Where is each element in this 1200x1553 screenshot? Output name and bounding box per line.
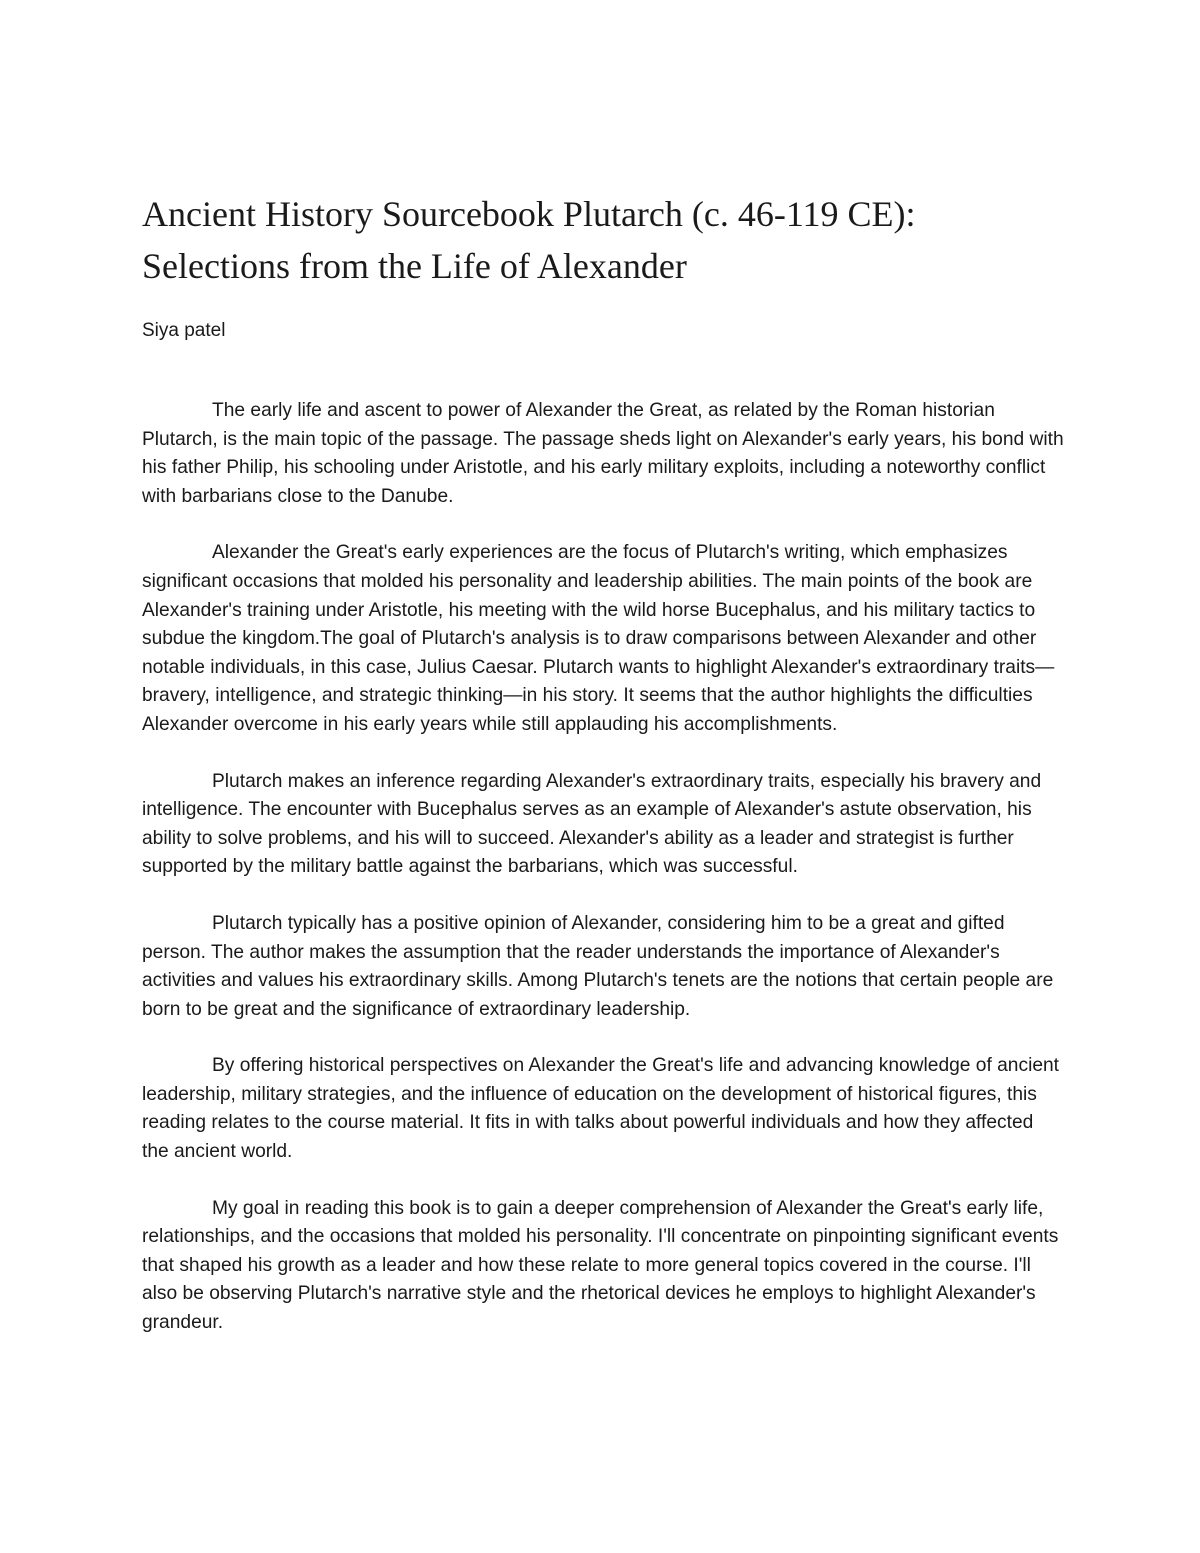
paragraph-3: Plutarch makes an inference regarding Alexander's extraordinary traits, especially his bravery and intelligence. The encounter with Bucephalus serves as an example of Alexander's astute observation, his ability to solve problems, and his will to succeed. Alexander's ability as a leader and strategist is further supported by the military battle against the barbarians, which was successful. [142, 770, 1042, 878]
paragraph-5: By offering historical perspectives on Alexander the Great's life and advancing knowledge of ancient leadership, military strategies, and the influence of education on the development of historical figures, this reading relates to the course material. It fits in with talks about powerful individuals and how they affected the ancient world. [142, 1055, 1060, 1163]
author-name: Siya patel [142, 320, 226, 341]
paragraph-4: Plutarch typically has a positive opinion of Alexander, considering him to be a great and gifted person. The author makes the assumption that the reader understands the importance of Alexander's activities and values his extraordinary skills. Among Plutarch's tenets are the notions that certain people are born to be great and the significance of extraordinary leadership. [142, 912, 1054, 1020]
paragraph-6: My goal in reading this book is to gain a deeper comprehension of Alexander the Great's early life, relationships, and the occasions that molded his personality. I'll concentrate on pinpointing significant events that shaped his growth as a leader and how these relate to more general topics covered in the course. I'll also be observing Plutarch's narrative style and the rhetorical devices he employs to highlight Alexander's grandeur. [142, 1197, 1059, 1334]
document-body [142, 397, 1064, 1338]
paragraph-2: Alexander the Great's early experiences are the focus of Plutarch's writing, which emphasizes significant occasions that molded his personality and leadership abilities. The main points of the book are Alexander's training under Aristotle, his meeting with the wild horse Bucephalus, and his military tactics to subdue the kingdom.The goal of Plutarch's analysis is to draw comparisons between Alexander and other notable individuals, in this case, Julius Caesar. Plutarch wants to highlight Alexander's extraordinary traits—bravery, intelligence, and strategic thinking—in his story. It seems that the author highlights the difficulties Alexander overcome in his early years while still applauding his accomplishments. [142, 542, 1055, 735]
document-title: Ancient History Sourcebook Plutarch (c. 46-119 CE): Selections from the Life of Alexander [142, 194, 916, 286]
document-content [142, 188, 1064, 1366]
paragraph-1: The early life and ascent to power of Alexander the Great, as related by the Roman historian Plutarch, is the main topic of the passage. The passage sheds light on Alexander's early years, his bond with his father Philip, his schooling under Aristotle, and his early military exploits, including a noteworthy conflict with barbarians close to the Danube. [142, 400, 1064, 507]
